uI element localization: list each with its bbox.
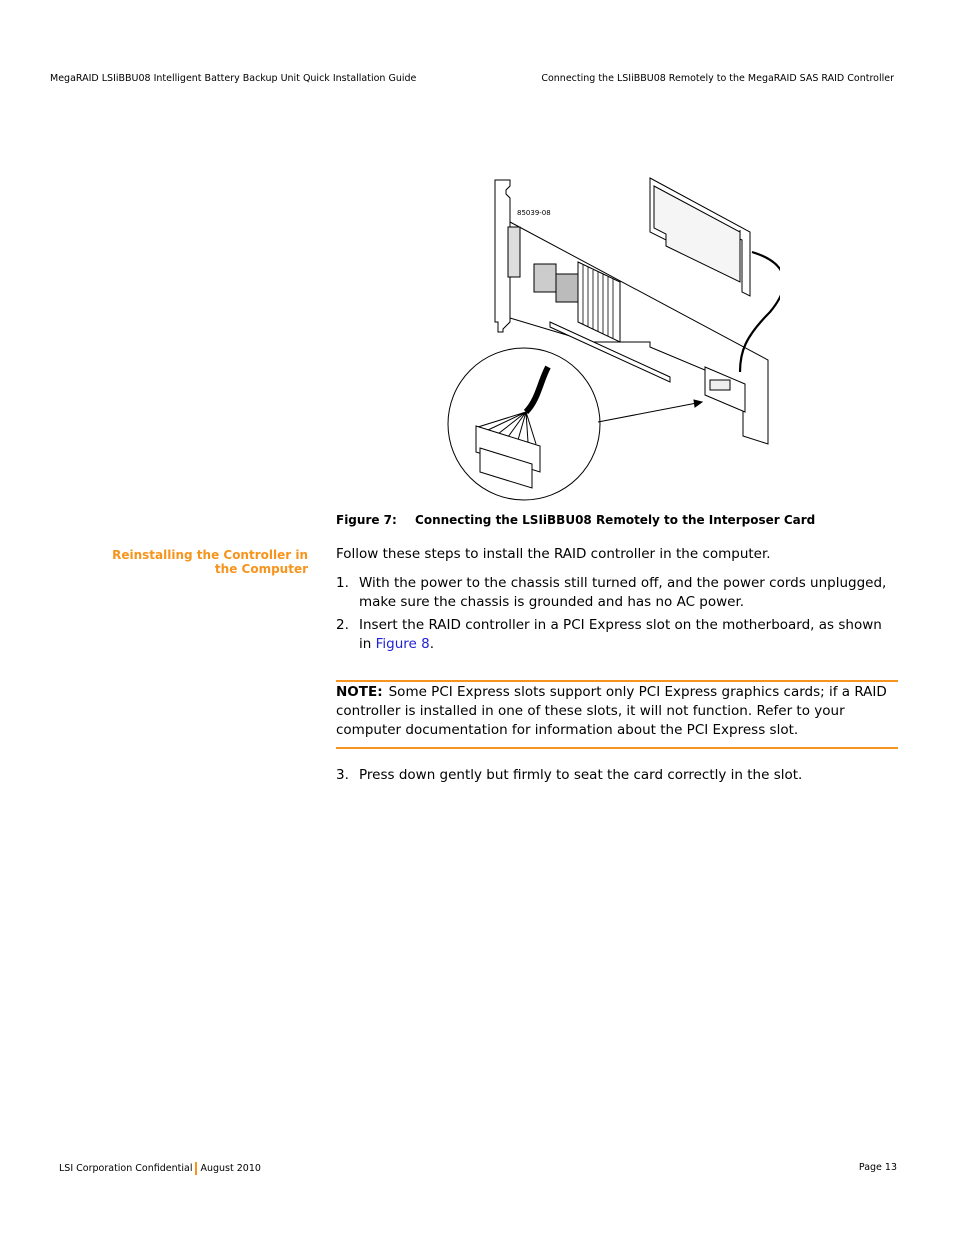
figure-title: Connecting the LSIiBBU08 Remotely to the Interposer Card	[415, 513, 816, 527]
section-heading: Reinstalling the Controller in the Computer	[112, 548, 308, 576]
header-left: MegaRAID LSIiBBU08 Intelligent Battery Backup Unit Quick Installation Guide	[50, 73, 417, 84]
figure-8-link[interactable]: Figure 8	[375, 636, 430, 652]
step-1-number: 1.	[336, 575, 349, 591]
footer-left	[59, 1162, 261, 1175]
footer-company: LSI Corporation Confidential	[59, 1163, 193, 1174]
step-3	[336, 766, 898, 785]
step-2-text: Insert the RAID controller in a PCI Express slot on the motherboard, as shown in	[359, 617, 882, 652]
step-2-content	[359, 616, 898, 654]
step-1-text: With the power to the chassis still turned off, and the power cords unplugged, make sure the chassis is grounded and has no AC power.	[359, 575, 887, 610]
page-number: Page 13	[858, 1162, 897, 1173]
header-right: Connecting the LSIiBBU08 Remotely to the MegaRAID SAS RAID Controller	[541, 73, 894, 84]
footer-separator	[195, 1162, 197, 1175]
step-1	[336, 574, 898, 612]
step-2-number: 2.	[336, 617, 349, 633]
intro-paragraph: Follow these steps to install the RAID controller in the computer.	[336, 546, 771, 562]
figure-7-illustration	[440, 172, 780, 502]
step-2	[336, 616, 898, 654]
step-2-text-end: .	[429, 636, 435, 652]
note-text: Some PCI Express slots support only PCI Express graphics cards; if a RAID controller is installed in one of these slots, it will not function. Refer to your computer documentation for information about the PCI Express slot.	[336, 684, 887, 738]
note-box	[336, 680, 898, 749]
figure-caption	[336, 513, 815, 527]
footer-date: August 2010	[200, 1163, 261, 1174]
step-3-text: Press down gently but firmly to seat the card correctly in the slot.	[359, 767, 803, 783]
step-3-number: 3.	[336, 767, 349, 783]
drawing-id: 85039-08	[517, 209, 551, 217]
note-label: NOTE:	[336, 684, 383, 700]
figure-number: Figure 7:	[336, 513, 397, 527]
